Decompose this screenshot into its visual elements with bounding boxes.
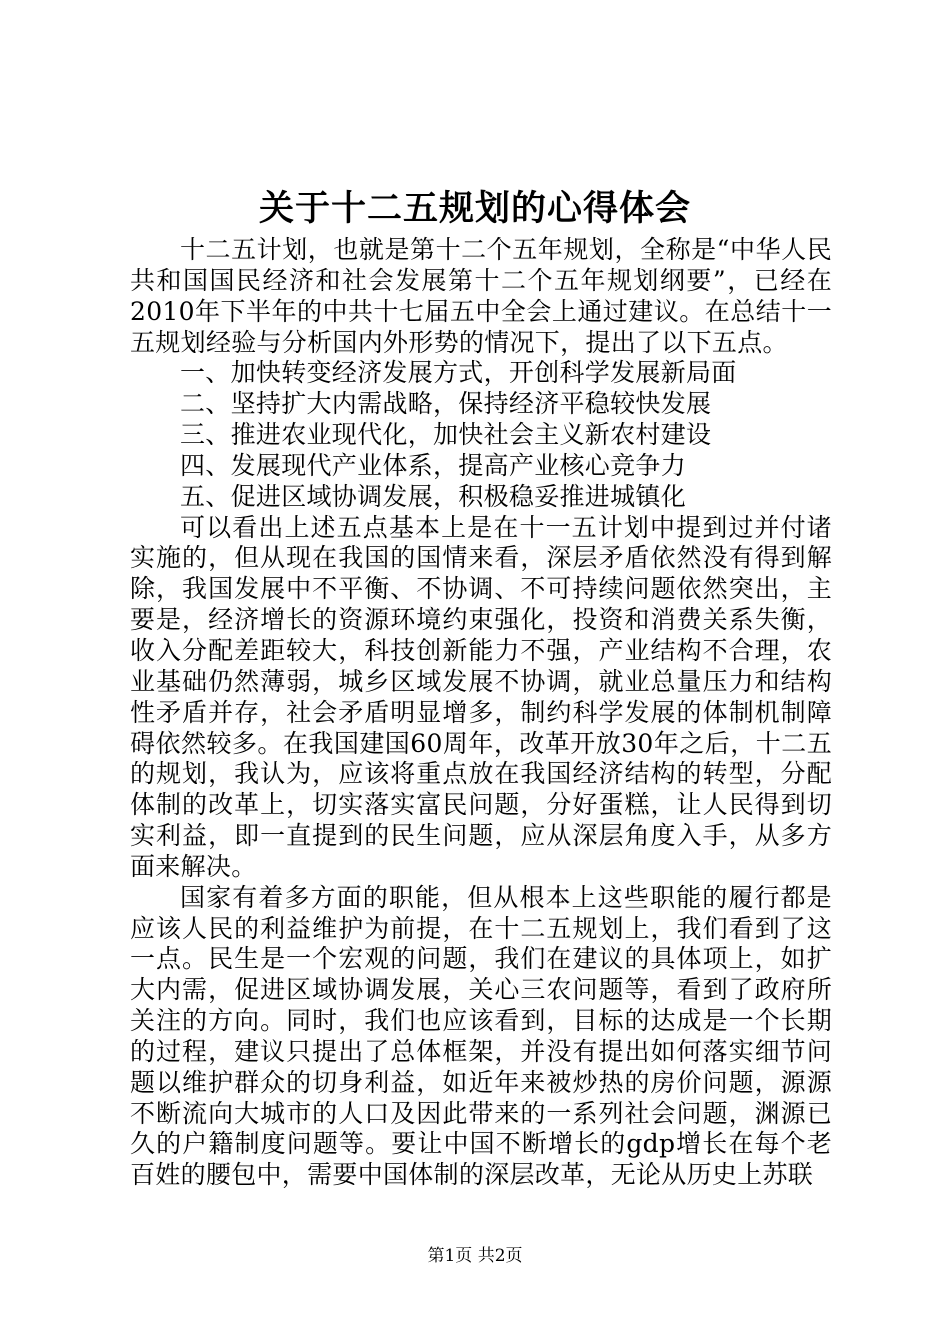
intro-paragraph: 十二五计划，也就是第十二个五年规划，全称是“中华人民共和国国民经济和社会发展第十二个五年规划纲要”，已经在2010年下半年的中共十七届五中全会上通过建议。在总结十一五规划经验与分析国内外形势的情况下，提出了以下五点。 (130, 235, 832, 357)
page-number-footer: 第1页 共2页 (427, 1246, 523, 1266)
point-item-3: 三、推进农业现代化，加快社会主义新农村建设 (180, 420, 712, 450)
point-item-1: 一、加快转变经济发展方式，开创科学发展新局面 (180, 358, 737, 388)
point-item-4: 四、发展现代产业体系，提高产业核心竞争力 (180, 450, 687, 480)
analysis-paragraph: 可以看出上述五点基本上是在十一五计划中提到过并付诸实施的，但从现在我国的国情来看，深层矛盾依然没有得到解除，我国发展中不平衡、不协调、不可持续问题依然突出，主要是，经济增长的资源环境约束强化，投资和消费关系失衡，收入分配差距较大，科技创新能力不强，产业结构不合理，农业基础仍然薄弱，城乡区域发展不协调，就业总量压力和结构性矛盾并存，社会矛盾明显增多，制约科学发展的体制机制障碍依然较多。在我国建国60周年，改革开放30年之后，十二五的规划，我认为，应该将重点放在我国经济结构的转型，分配体制的改革上，切实落实富民问题，分好蛋糕，让人民得到切实利益，即一直提到的民生问题，应从深层角度入手，从多方面来解决。 (130, 512, 832, 881)
point-item-2: 二、坚持扩大内需战略，保持经济平稳较快发展 (180, 389, 712, 419)
government-paragraph: 国家有着多方面的职能，但从根本上这些职能的履行都是应该人民的利益维护为前提，在十二五规划上，我们看到了这一点。民生是一个宏观的问题，我们在建议的具体项上，如扩大内需，促进区域协调发展，关心三农问题等，看到了政府所关注的方向。同时，我们也应该看到，目标的达成是一个长期的过程，建议只提出了总体框架，并没有提出如何落实细节问题以维护群众的切身利益，如近年来被炒热的房价问题，源源不断流向大城市的人口及因此带来的一系列社会问题，渊源已久的户籍制度问题等。要让中国不断增长的gdp增长在每个老百姓的腰包中，需要中国体制的深层改革，无论从历史上苏联 (130, 882, 832, 1190)
document-body (130, 235, 832, 1191)
point-item-5: 五、促进区域协调发展，积极稳妥推进城镇化 (180, 481, 687, 511)
document-title: 关于十二五规划的心得体会 (258, 188, 691, 229)
